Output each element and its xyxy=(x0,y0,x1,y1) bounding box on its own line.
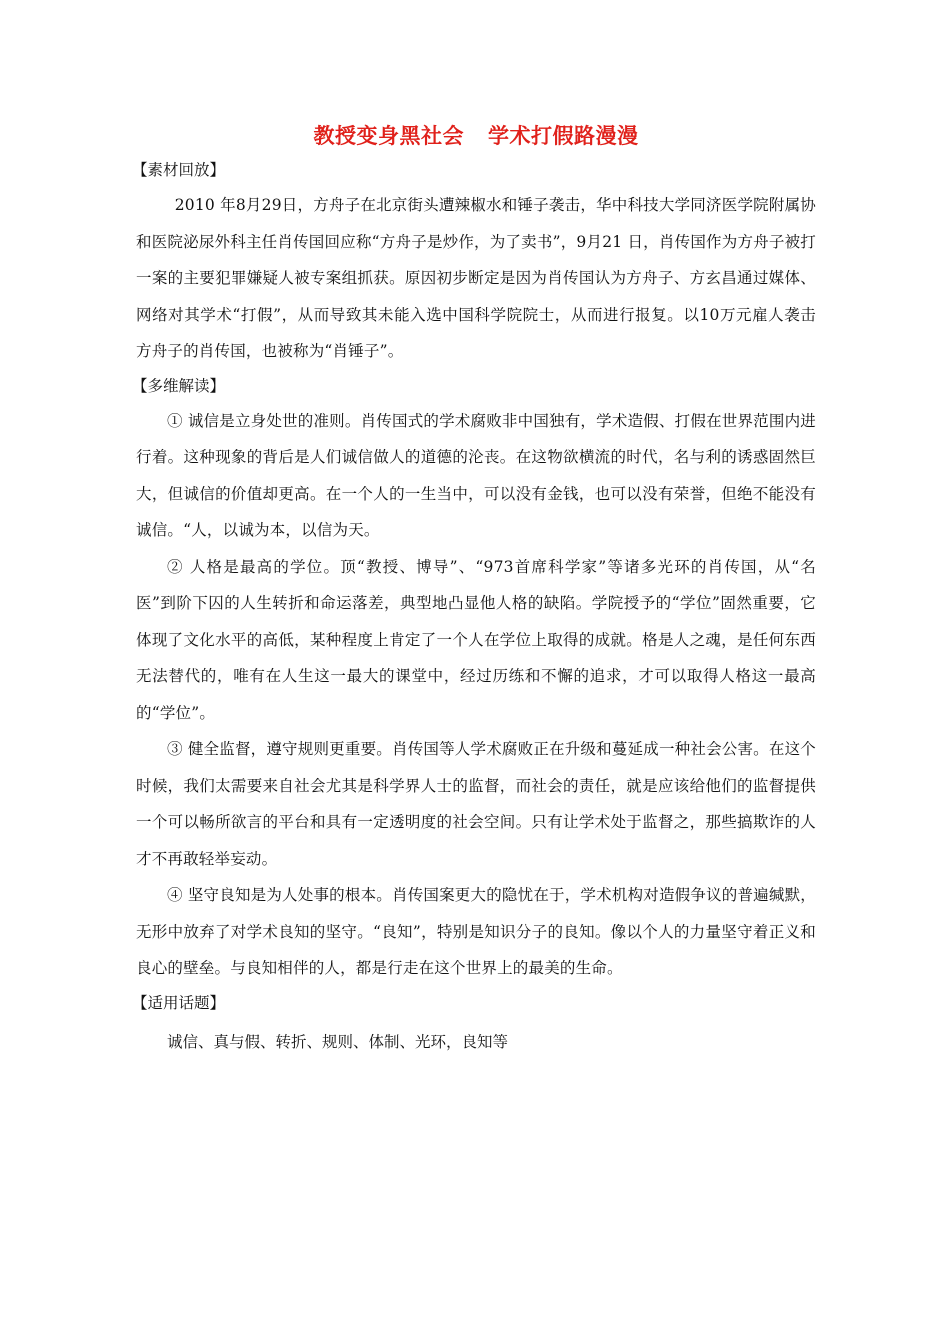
document-page xyxy=(132,118,816,1060)
analysis-point-1: ① 诚信是立身处世的准则。肖传国式的学术腐败非中国独有，学术造假、打假在世界范围内进行着。这种现象的背后是人们诚信做人的道德的沦丧。在这物欲横流的时代，名与利的诱惑固然巨大，但诚信的价值却更高。在一个人的一生当中，可以没有金钱，也可以没有荣誉，但绝不能没有诚信。“人，以诚为本，以信为天。 xyxy=(136,411,816,539)
material-heading: 【素材回放】 xyxy=(132,161,226,179)
title-part-1: 教授变身黑社会 xyxy=(313,124,464,148)
title-part-2: 学术打假路漫漫 xyxy=(488,124,639,148)
topics-heading: 【适用话题】 xyxy=(132,993,226,1012)
analysis-heading: 【多维解读】 xyxy=(132,376,226,395)
topics-list: 诚信、真与假、转折、规则、体制、光环，良知等 xyxy=(167,1032,509,1051)
document-title xyxy=(136,118,816,154)
analysis-point-2: ② 人格是最高的学位。顶“教授、博导”、“973首席科学家”等诸多光环的肖传国，从“名医”到阶下囚的人生转折和命运落差，典型地凸显他人格的缺陷。学院授予的“学位”固然重要，它体现了文化水平的高低，某种程度上肯定了一个人在学位上取得的成就。格是人之魂，是任何东西无法替代的，唯有在人生这一最大的课堂中，经过历练和不懈的追求，才可以取得人格这一最高的“学位”。 xyxy=(136,557,816,722)
analysis-point-3: ③ 健全监督，遵守规则更重要。肖传国等人学术腐败正在升级和蔓延成一种社会公害。在这个时候，我们太需要来自社会尤其是科学界人士的监督，而社会的责任，就是应该给他们的监督提供一个可以畅所欲言的平台和具有一定透明度的社会空间。只有让学术处于监督之，那些搞欺诈的人才不再敢轻举妄动。 xyxy=(136,740,816,868)
material-paragraph: 2010 年8月29日，方舟子在北京街头遭辣椒水和锤子袭击，华中科技大学同济医学院附属协和医院泌尿外科主任肖传国回应称“方舟子是炒作，为了卖书”，9月21 日，肖传国作为方舟子被打一案的主要犯罪嫌疑人被专案组抓获。原因初步断定是因为肖传国认为方舟子、方玄昌通过媒体、网络对其学术“打假”，从而导致其未能入选中国科学院院士，从而进行报复。以10万元雇人袭击方舟子的肖传国，也被称为“肖锤子”。 xyxy=(136,196,816,360)
analysis-point-4: ④ 坚守良知是为人处事的根本。肖传国案更大的隐忧在于，学术机构对造假争议的普遍缄默，无形中放弃了对学术良知的坚守。“良知”，特别是知识分子的良知。像以个人的力量坚守着正义和良心的壁垒。与良知相伴的人，都是行走在这个世界上的最美的生命。 xyxy=(136,886,816,977)
